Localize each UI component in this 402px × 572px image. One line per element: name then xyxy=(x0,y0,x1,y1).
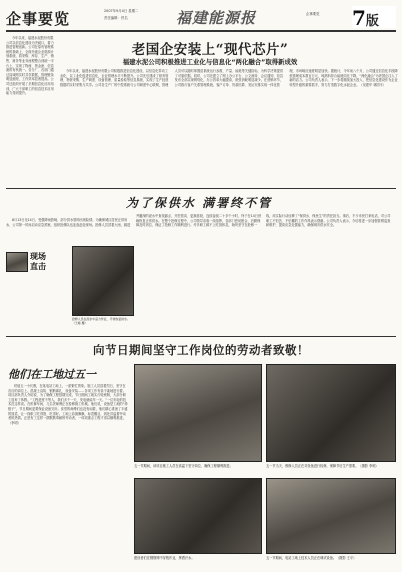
photo-d xyxy=(266,478,396,554)
photo-c xyxy=(134,478,262,554)
feature2-headline: 向节日期间坚守工作岗位的劳动者致敬！ xyxy=(93,343,309,357)
masthead xyxy=(6,6,396,32)
editor-line: 责任编辑：佚名 xyxy=(104,16,128,20)
feature1-caption: 抢修人员在泥水中奋力作业，尽快恢复供水。（王峰 摄） xyxy=(72,317,130,325)
date-line: 2007年9月4日 星期二 xyxy=(104,9,139,13)
lead-story-body: 今年以来，福建水泥股份有限公司积极推进信息化建设，以信息化带动工业化，以工业化促进信息化，企业管理水平不断提升。公司先后建成了财务管理、物资采购、生产调度、设备管理、质量检验等信息系统，实现了生产经营数据的实时采集与共享。公司各生产厂的中控系统与公司调度中心联网，管理人员可以随时掌握窑系统运行参数、产量、能耗等关键指标，为科学决策提供了可靠依据。同时，公司还建立了网上办公平台，公文流转、会议通知、信息发布全部实现网络化，办公效率大幅提高，纸张消耗明显减少。在营销环节，公司推行客户关系管理系统，客户订单、货款结算、发运安排实现一体化管理，市场响应速度明显加快。据统计，今年前八个月，公司通过信息化手段降低管理成本数百万元，吨熟料综合能耗同比下降，“两化融合”为老国企注入了新的活力。公司负责人表示，下一步将继续加大投入，把信息化建设作为企业转型升级的重要抓手，努力打造数字化水泥企业。（吴建华 林国平） xyxy=(60,69,398,87)
caption-c: 建设者们在钢筋网中穿梭作业，挥洒汗水。 xyxy=(134,556,195,560)
feature2-text xyxy=(8,384,128,566)
photo-b xyxy=(266,364,396,462)
lead-story-text xyxy=(60,69,400,183)
photo-a xyxy=(134,364,262,462)
caption-a: 五一节期间，该项目施工人员在高温下坚守岗位，确保工程顺利推进。 xyxy=(134,464,233,468)
stamp-line-1: 现场 xyxy=(30,252,46,261)
live-report-stamp xyxy=(30,252,70,272)
caption-d: 五一节期间，电站工地上技术人员正在调试设备。（摄影 王平） xyxy=(266,556,357,560)
section-divider-1 xyxy=(6,188,396,189)
feature1-headline: 为了保供水 满署终不管 xyxy=(125,196,273,210)
caption-b: 五一节当天，维修人员正在对设备进行检修，保障节后生产需要。（摄影 李明） xyxy=(266,464,379,468)
feature1-image-block xyxy=(6,246,134,330)
feature2-sub-headline: 他们在工地过五一 xyxy=(8,368,96,381)
left-column-body: 今年以来，福建水泥股份有限公司以信息化建设为突破口，着力推进管理创新。公司在原有管理系统的基础上，全面升级企业资源计划系统，将采购、库存、生产、销售、财务等业务流程整合到统一平台上，实现了物流、资金流、信息流的有机统一。各分厂、各部门通过局域网实时共享数据，管理链条明显缩短，工作效率显著提高。公司还组织开展了多期信息化应用培训，广大干部职工的信息技术应用能力得到提升。 xyxy=(6,36,54,96)
newspaper-title: 福建能源报 xyxy=(176,9,257,27)
page-label: 版 xyxy=(365,14,379,29)
masthead-rule xyxy=(6,30,396,32)
section-divider-2 xyxy=(6,336,396,337)
feature1-body: 8月13日至14日，受强降雨影响，部分供水管网出现险情。为确保城区居民正常用水，公司第一时间启动应急预案，组织抢修队伍连夜赶赴现场。抢修人员冒着大雨，跳进齐腰深的泥水中查找漏点，开挖管沟、更换管段，连续奋战二十多个小时，终于在14日傍晚恢复正常供水。在整个抢修过程中，公司领导亲临一线指挥，各部门密切配合，后勤保障及时到位，保证了抢修工作顺利进行。许多职工顾不上吃饭休息，始终坚守在抢修一线，用实际行动诠释了“保供水、保民生”的责任担当。事后，不少市民打来电话，对公司职工不怕苦、不怕累的工作作风表示感谢。公司负责人表示，今后将进一步加强管网巡查和维护，提高应急处置能力，确保城市供水安全。 xyxy=(6,214,391,228)
feature1-small-photo xyxy=(6,252,28,272)
feature1-main-photo xyxy=(72,246,134,316)
section-title-left: 企事要览 xyxy=(6,10,71,28)
right-section-line: 企事要览 xyxy=(306,12,320,16)
left-column-text xyxy=(6,36,56,184)
page-number: 7 xyxy=(352,6,366,30)
stamp-line-2: 直击 xyxy=(30,262,46,271)
lead-subhead: 福建水泥公司积极推进工业化与信息化“两化融合”取得新成效 xyxy=(122,58,298,66)
lead-headline: 老国企安装上“现代芯片” xyxy=(131,42,289,58)
feature2-body: 时值五一小长假，在某电站工地上，一派繁忙景象。施工人员顶着烈日，坚守在各自的岗位上。混凝土浇筑、钢筋绑扎、设备安装……各项工作有条不紊地进行着。项目部负责人介绍说，为了确保工程按期完成，节日期间工地实行轮班制，大部分职工放弃了休假。“工程进度不等人，我们多干一天，发电就能早一天。”一位年轻的技术员这样说。在机修车间，几名老师傅正在检修施工机械。他们说，设备是工地的“命根子”，节日期间更要保证设备完好。食堂的师傅们也没有闲着，他们精心准备了丰盛的饭菜，让一线职工吃得饱、吃得好。工地上彩旗飘飘，标语醒目，到处洋溢着劳动者的热情。正是有了这样一群默默奉献的劳动者，一项项重点工程才得以顺利推进。（李明） xyxy=(8,384,128,425)
page-number-badge xyxy=(352,6,396,28)
